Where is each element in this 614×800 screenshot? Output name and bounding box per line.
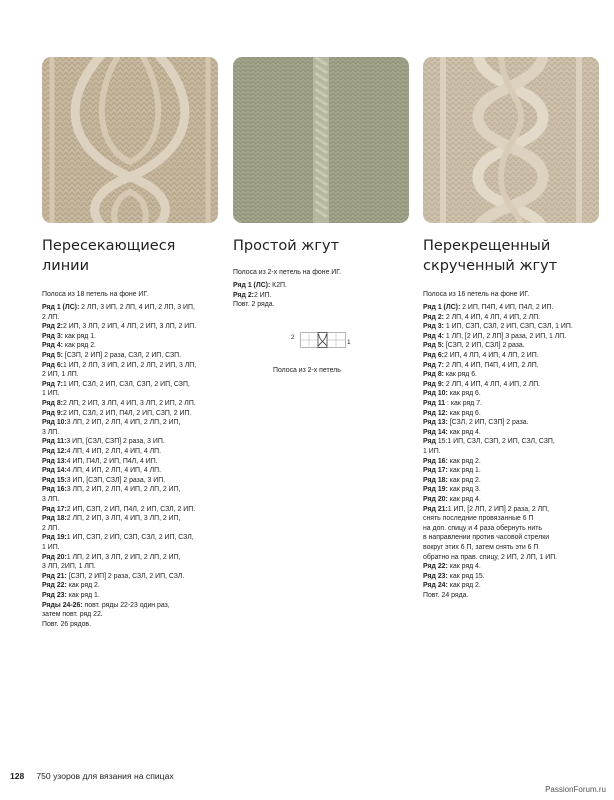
book-title: 750 узоров для вязания на спицах: [36, 771, 174, 781]
row-text: 2 ЛП, 2 ИП, 3 ЛП, 4 ИП, 3 ЛП, 2 ИП,: [66, 515, 181, 523]
row-text: 1 ИП, СЗП, 2 ИП, СЗП, СЗЛ, 2 ИП, СЗЛ,: [66, 534, 194, 542]
row-label: Ряд 13:: [42, 457, 67, 465]
row-text: [СЗП, 2 ИП] 2 раза, СЗЛ, 2 ИП, СЗП.: [62, 352, 182, 360]
row-text: 2 ИП, 4 ЛП, 4 ИП, 4 ЛП, 2 ИП.: [443, 352, 539, 360]
row-text: как ряд 15.: [447, 572, 485, 580]
row-label: Ряд 2:: [233, 291, 254, 299]
row-text: [СЗЛ, 2 ИП, СЗП] 2 раза.: [447, 419, 529, 427]
instruction-row: [42, 495, 220, 505]
instruction-row: [42, 351, 220, 361]
page-footer: [10, 771, 174, 781]
instruction-row: [423, 524, 603, 534]
row-text: как ряд 4.: [447, 563, 481, 571]
row-label: Ряд 21:: [423, 505, 448, 513]
row-label: Ряд 9:: [42, 409, 63, 417]
row-text: 2 ИП, СЗП, 2 ИП, П4Л, 2 ИП, СЗЛ, 2 ИП.: [66, 505, 196, 513]
instruction-row: [42, 332, 220, 342]
row-text: 2 ЛП.: [42, 524, 60, 532]
row-label: Ряд: [423, 438, 436, 446]
row-text: [СЗП, 2 ИП] 2 раза, СЗЛ, 2 ИП, СЗЛ.: [66, 572, 185, 580]
instruction-row: [42, 303, 220, 313]
row-label: Ряд 10:: [42, 419, 67, 427]
row-label: Ряд 19:: [42, 534, 67, 542]
row-text: 1 ИП.: [423, 448, 441, 455]
row-label: Ряд 2:: [423, 313, 444, 321]
row-text: 2 ИП, П4П, 4 ИП, П4Л, 2 ИП.: [460, 304, 554, 312]
page-number: 128: [10, 771, 25, 781]
row-label: Ряд 1 (ЛС):: [233, 282, 271, 290]
instruction-row: [423, 476, 603, 486]
row-label: Ряд 3:: [42, 332, 63, 340]
instruction-row: [423, 303, 603, 313]
row-label: Ряд 22:: [42, 582, 67, 590]
row-label: Ряд 22:: [423, 563, 448, 571]
instruction-row: [42, 476, 220, 486]
row-label: Ряд 20:: [423, 495, 448, 503]
instruction-row: [423, 380, 603, 390]
instruction-row: [42, 610, 220, 620]
instruction-row: [423, 399, 603, 409]
row-label: Ряд 14:: [42, 467, 67, 475]
row-text: как ряд 6.: [447, 390, 481, 398]
row-text: 1 ЛП, [2 ИП, 2 ЛП] 3 раза, 2 ИП, 1 ЛП.: [443, 332, 567, 340]
title-line: скрученный жгут: [423, 258, 558, 274]
instruction-row: [423, 485, 603, 495]
instruction-row: [423, 495, 603, 505]
row-text: как ряд 2.: [66, 582, 100, 590]
row-text: 15:1 ИП, СЗЛ, СЗП, 2 ИП, СЗЛ, СЗП,: [435, 438, 555, 446]
instruction-row: [42, 428, 220, 438]
row-label: Ряд 1 (ЛС):: [42, 304, 80, 312]
row-label: Ряд 7:: [42, 380, 63, 388]
row-label: Ряд 12:: [423, 409, 448, 417]
instruction-row: [42, 361, 220, 371]
row-text: как ряд 1.: [66, 591, 100, 599]
pattern-intro: Полоса из 2-х петель на фоне ИГ.: [233, 269, 342, 276]
instruction-row: [42, 457, 220, 467]
pattern-intro: Полоса из 18 петель на фоне ИГ.: [42, 291, 149, 298]
row-label: Ряд 21:: [42, 572, 67, 580]
row-text: Повт. 2 ряда.: [233, 301, 275, 309]
row-text: 1 ЛП, 2 ИП, 3 ЛП, 2 ИП, 2 ЛП, 2 ИП,: [66, 553, 181, 561]
row-label: Ряд 17:: [423, 467, 448, 475]
instruction-row: [42, 370, 220, 380]
instruction-row: [423, 428, 603, 438]
title-line: Пересекающиеся: [42, 238, 176, 254]
instruction-row: [423, 553, 603, 563]
row-text: Повт. 26 рядов.: [42, 620, 92, 628]
swatch-photo-crossed-twisted-cable: [423, 57, 599, 223]
row-label: Ряд 14:: [423, 428, 448, 436]
instruction-row: [423, 409, 603, 419]
instruction-row: [233, 281, 411, 291]
row-text: 2 ЛП, 4 ИП, П4П, 4 ИП, 2 ЛП.: [443, 361, 539, 369]
instruction-row: [42, 591, 220, 601]
row-text: как ряд 1.: [62, 332, 96, 340]
instruction-row: [233, 300, 411, 310]
row-text: 2 ИП, СЗЛ, 2 ИП, П4Л, 2 ИП, СЗП, 2 ИП.: [62, 409, 192, 417]
instruction-row: [423, 322, 603, 332]
instruction-row: [423, 572, 603, 582]
row-text: 3 ИП, [СЗП, СЗЛ] 2 раза, 3 ИП.: [66, 476, 166, 484]
instruction-row: [423, 437, 603, 447]
title-line: Перекрещенный: [423, 238, 551, 254]
instruction-row: [42, 418, 220, 428]
instruction-row: [42, 437, 220, 447]
row-text: как ряд 6.: [447, 409, 481, 417]
instruction-row: [42, 322, 220, 332]
row-text: 3 ЛП, 2 ИП, 2 ЛП, 4 ИП, 2 ЛП, 2 ИП,: [66, 486, 181, 494]
row-label: Ряд 23:: [423, 572, 448, 580]
instruction-row: [42, 553, 220, 563]
row-label: Ряд 23:: [42, 591, 67, 599]
row-label: Ряд 18:: [423, 476, 448, 484]
instruction-row: [42, 447, 220, 457]
instruction-row: [42, 341, 220, 351]
row-text: как ряд 4.: [447, 428, 481, 436]
pattern-crossing-lines: [42, 236, 220, 629]
row-text: [СЗП, 2 ИП, СЗЛ] 2 раза.: [443, 342, 525, 350]
row-text: 3 ЛП, 2 ИП, 2 ЛП, 4 ИП, 2 ЛП, 2 ИП,: [66, 419, 181, 427]
instruction-row: [423, 332, 603, 342]
instruction-row: [423, 591, 603, 601]
row-text: на доп. спицу и 4 раза обернуть нить: [423, 524, 542, 532]
row-text: 2 ИП.: [253, 291, 272, 299]
instruction-row: [423, 581, 603, 591]
row-text: 1 ИП, СЗП, СЗЛ, 2 ИП, СЗП, СЗЛ, 1 ИП.: [443, 323, 573, 331]
row-label: Ряд 4:: [42, 342, 63, 350]
instruction-row: [42, 505, 220, 515]
instruction-row: [423, 543, 603, 553]
row-label: Ряд 8:: [423, 371, 444, 379]
row-label: Ряд 12:: [42, 448, 67, 455]
row-text: 1 ИП, СЗЛ, 2 ИП, СЗЛ, СЗП, 2 ИП, СЗП,: [62, 380, 190, 388]
instruction-row: [423, 341, 603, 351]
row-text: обратно на прав. спицу, 2 ИП, 2 ЛП, 1 ИП.: [423, 553, 558, 561]
instruction-row: [423, 351, 603, 361]
instruction-row: [423, 389, 603, 399]
instruction-row: [423, 466, 603, 476]
row-label: Ряд 16:: [42, 486, 67, 494]
row-list: [233, 281, 411, 310]
row-label: Ряд 7:: [423, 361, 444, 369]
row-text: 4 ЛП, 4 ИП, 2 ЛП, 4 ИП, 4 ЛП.: [66, 448, 161, 455]
instruction-row: [423, 447, 603, 457]
row-label: Ряд 8:: [42, 400, 63, 408]
chart-row-label: 2: [291, 333, 295, 341]
row-label: Ряд 18:: [42, 515, 67, 523]
instruction-row: [423, 562, 603, 572]
row-list: [423, 303, 603, 600]
row-text: вокруг этих 6 П, затем снять эти 6 П: [423, 543, 539, 551]
row-label: Ряд 16:: [423, 457, 448, 465]
swatch-photo-simple-cable: [233, 57, 409, 223]
row-text: как ряд 2.: [62, 342, 96, 350]
instruction-row: [42, 313, 220, 323]
row-label: Ряд 4:: [423, 332, 444, 340]
row-text: 2 ЛП, 4 ИП, 4 ЛП, 4 ИП, 2 ЛП.: [443, 380, 541, 388]
row-label: Ряд 6:: [42, 361, 63, 369]
row-text: К2П.: [270, 282, 287, 290]
row-text: как ряд 6.: [443, 371, 477, 379]
instruction-row: [42, 389, 220, 399]
instruction-row: [42, 399, 220, 409]
row-label: Ряд 3:: [423, 323, 444, 331]
row-text: 1 ИП.: [42, 390, 60, 398]
row-text: Повт. 24 ряда.: [423, 591, 469, 599]
instruction-row: [423, 313, 603, 323]
row-text: 1 ИП, [2 ЛП, 2 ИП] 2 раза, 2 ЛП,: [447, 505, 549, 513]
chart-grid: [300, 330, 346, 350]
row-label: Ряд 5:: [423, 342, 444, 350]
row-text: как ряд 3.: [447, 486, 481, 494]
row-text: 2 ЛП, 4 ИП, 4 ЛП, 4 ИП, 2 ЛП.: [443, 313, 541, 321]
row-text: 3 ЛП.: [42, 428, 60, 436]
title-line: Простой жгут: [233, 238, 340, 254]
row-text: 1 ИП.: [42, 543, 60, 551]
row-list: [42, 303, 220, 629]
row-text: снять последние провязанные 6 П: [423, 515, 534, 523]
instruction-row: [42, 380, 220, 390]
instruction-row: [423, 370, 603, 380]
row-label: Ряд 10:: [423, 390, 448, 398]
row-text: как ряд 2.: [447, 476, 481, 484]
row-label: Ряд 15:: [42, 476, 67, 484]
instruction-row: [42, 514, 220, 524]
row-label: Ряд 6:: [423, 352, 444, 360]
row-text: 3 ИП, [СЗЛ, СЗП] 2 раза, 3 ИП.: [66, 438, 165, 446]
row-text: 2 ИП, 3 ЛП, 2 ИП, 4 ЛП, 2 ИП, 3 ЛП, 2 ИП.: [62, 323, 197, 331]
row-text: 2 ЛП.: [42, 313, 60, 321]
pattern-title: [233, 236, 411, 256]
stitch-chart: [291, 330, 355, 350]
instruction-row: [42, 572, 220, 582]
instruction-row: [423, 505, 603, 515]
row-text: как ряд 4.: [447, 495, 481, 503]
row-text: как ряд 1.: [447, 467, 481, 475]
instruction-row: [423, 533, 603, 543]
row-text: 2 ЛП, 3 ИП, 2 ЛП, 4 ИП, 2 ЛП, 3 ИП,: [79, 304, 195, 312]
row-label: Ряд 19:: [423, 486, 448, 494]
instruction-row: [42, 543, 220, 553]
row-text: 2 ИП, 1 ЛП.: [42, 371, 79, 379]
instruction-row: [42, 601, 220, 611]
title-line: линии: [42, 258, 90, 274]
pattern-title: [423, 236, 603, 276]
row-text: : как ряд 7.: [445, 400, 482, 408]
chart-row-label: 1: [347, 338, 351, 346]
instruction-row: [42, 581, 220, 591]
watermark: PassionForum.ru: [545, 785, 606, 794]
instruction-row: [423, 457, 603, 467]
pattern-simple-cable: [233, 236, 411, 375]
instruction-row: [233, 291, 411, 301]
row-text: в направлении против часовой стрелки: [423, 534, 550, 542]
row-label: Ряд 5:: [42, 352, 63, 360]
row-label: Ряд 13:: [423, 419, 448, 427]
chart-caption: Полоса из 2-х петель: [273, 366, 341, 374]
row-label: Ряды 24-26:: [42, 601, 83, 609]
row-text: 2 ЛП, 2 ИП, 3 ЛП, 4 ИП, 3 ЛП, 2 ИП, 2 ЛП.: [62, 400, 196, 408]
pattern-intro: Полоса из 16 петель на фоне ИГ.: [423, 291, 530, 298]
row-label: Ряд 17:: [42, 505, 67, 513]
row-label: Ряд 20:: [42, 553, 67, 561]
instruction-row: [423, 418, 603, 428]
instruction-row: [42, 562, 220, 572]
row-text: 3 ЛП.: [42, 495, 60, 503]
pattern-crossed-twisted-cable: [423, 236, 603, 601]
row-text: 3 ЛП, 2ИП, 1 ЛП.: [42, 563, 96, 571]
instruction-row: [423, 361, 603, 371]
instruction-row: [42, 524, 220, 534]
row-text: как ряд 2.: [447, 457, 481, 465]
row-text: 4 ЛП, 4 ИП, 2 ЛП, 4 ИП, 4 ЛП.: [66, 467, 161, 475]
row-text: повт. ряды 22-23 один раз,: [82, 601, 170, 609]
row-text: 4 ИП, П4Л, 2 ИП, П4Л, 4 ИП.: [66, 457, 158, 465]
row-label: Ряд 9:: [423, 380, 444, 388]
row-label: Ряд 11:: [42, 438, 67, 446]
instruction-row: [42, 620, 220, 630]
instruction-row: [423, 514, 603, 524]
row-text: как ряд 2.: [447, 582, 481, 590]
instruction-row: [42, 466, 220, 476]
row-text: 1 ИП, 2 ЛП, 3 ИП, 2 ИП, 2 ЛП, 2 ИП, 3 ЛП,: [62, 361, 197, 369]
swatch-photo-crossing-lines: [42, 57, 218, 223]
instruction-row: [42, 533, 220, 543]
row-text: затем повт. ряд 22.: [42, 611, 103, 619]
row-label: Ряд 1 (ЛС):: [423, 304, 461, 312]
pattern-title: [42, 236, 220, 276]
row-label: Ряд 24:: [423, 582, 448, 590]
instruction-row: [42, 485, 220, 495]
row-label: Ряд 11: [423, 400, 446, 408]
instruction-row: [42, 409, 220, 419]
row-label: Ряд 2:: [42, 323, 63, 331]
